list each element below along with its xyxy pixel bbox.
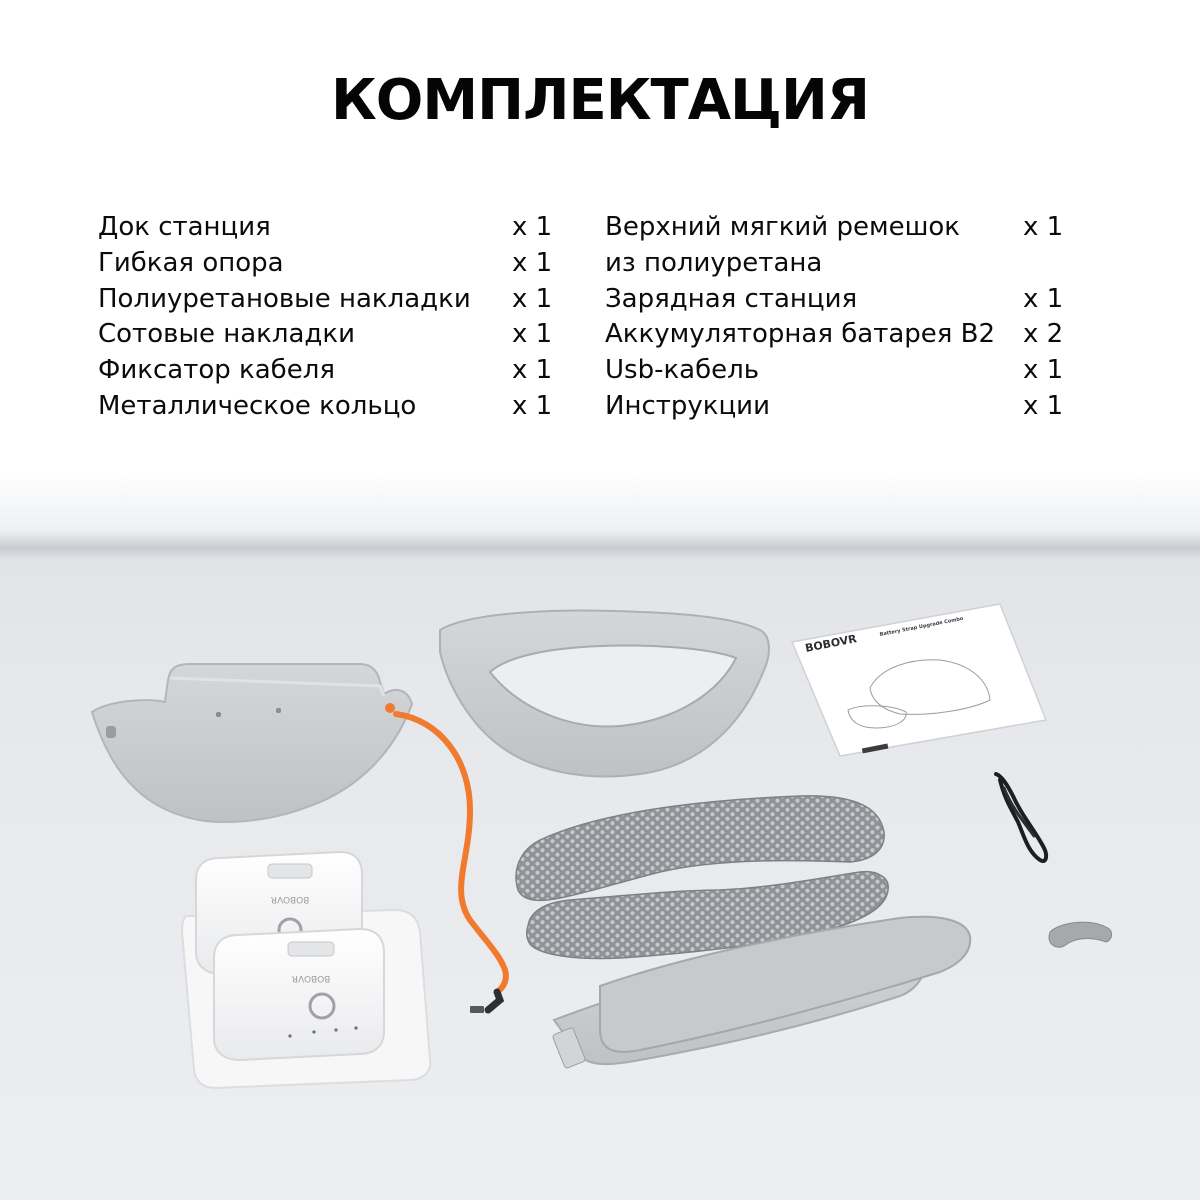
item-quantity: x 1 — [512, 355, 553, 386]
item-quantity: x 1 — [512, 212, 553, 242]
item-quantity: x 1 — [512, 283, 553, 314]
booklet-title: Battery Strap Upgrade Combo — [879, 615, 964, 638]
list-item — [605, 317, 1075, 353]
item-name: Usb-кабель — [605, 355, 760, 386]
item-name: Полиуретановые накладки — [98, 283, 471, 314]
dock-station — [92, 664, 412, 822]
list-item — [98, 389, 558, 425]
battery-brand-label: BOBOVR — [291, 973, 331, 983]
item-quantity: x 1 — [512, 319, 553, 350]
item-quantity: x 1 — [1023, 390, 1064, 421]
list-item — [605, 389, 1075, 425]
instruction-booklet — [792, 604, 1046, 756]
top-soft-strap — [440, 611, 769, 777]
item-quantity: x 1 — [1023, 212, 1064, 242]
battery — [214, 929, 384, 1060]
item-name: Металлическое кольцо — [98, 390, 417, 421]
cable-fixer — [1049, 922, 1112, 947]
item-quantity: x 1 — [1023, 355, 1064, 386]
package-list-right — [605, 210, 1075, 425]
item-name: Зарядная станция — [605, 283, 858, 314]
list-item — [605, 353, 1075, 389]
item-name: Сотовые накладки — [98, 319, 355, 350]
item-quantity: x 1 — [1023, 283, 1064, 314]
black-cable — [996, 774, 1046, 861]
product-photo — [0, 560, 1200, 1200]
item-name: Верхний мягкий ремешок из полиуретана — [605, 212, 960, 278]
item-name: Гибкая опора — [98, 247, 284, 278]
item-quantity: x 2 — [1023, 319, 1064, 350]
package-list-left — [98, 210, 558, 425]
item-quantity: x 1 — [512, 247, 553, 278]
list-item — [98, 210, 558, 246]
item-name: Аккумуляторная батарея B2 — [605, 319, 996, 350]
item-name: Док станция — [98, 212, 271, 242]
page-title: КОМПЛЕКТАЦИЯ — [331, 68, 869, 133]
list-item — [605, 282, 1075, 318]
item-name: Инструкции — [605, 390, 770, 421]
booklet-brand: BOBOVR — [804, 632, 858, 655]
item-quantity: x 1 — [512, 390, 553, 421]
item-name: Фиксатор кабеля — [98, 355, 335, 386]
list-item — [98, 317, 558, 353]
list-item — [98, 246, 558, 282]
list-item — [98, 282, 558, 318]
list-item — [98, 353, 558, 389]
battery-brand-label: BOBOVR — [270, 894, 310, 904]
charging-station — [182, 852, 430, 1088]
list-item — [605, 210, 1075, 282]
